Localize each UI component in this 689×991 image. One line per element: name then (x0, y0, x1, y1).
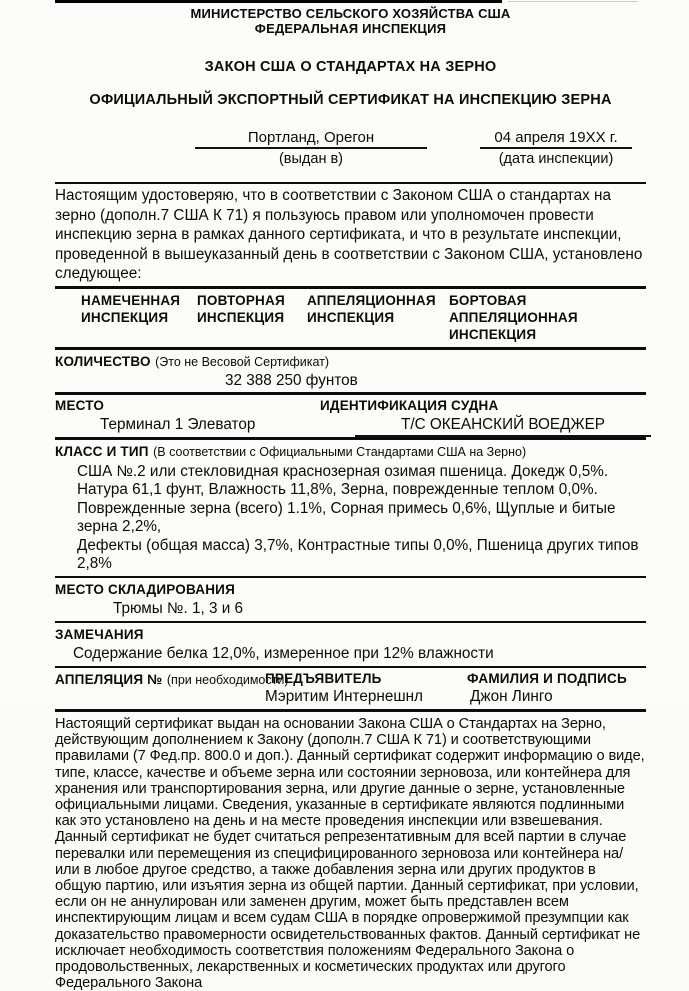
appeal-number-field (55, 671, 289, 689)
applicant-value: Мэритим Интернешнл (265, 687, 423, 705)
inspection-type-label: ИНСПЕКЦИЯ (449, 326, 537, 342)
quantity-note: (Это не Весовой Сертификат) (155, 354, 330, 369)
inspection-type-label: БОРТОВАЯ АППЕЛЯЦИОННАЯ (449, 292, 578, 325)
quantity-value: 32 388 250 фунтов (225, 371, 358, 389)
remarks-value: Содержание белка 12,0%, измеренное при 12% влажности (73, 644, 494, 662)
grade-line: Дефекты (общая масса) 3,7%, Контрастные типы 0,0%, Пшеница других типов 2,8% (77, 536, 639, 572)
issued-at-value: Портланд, Орегон (195, 129, 427, 149)
law-title: ЗАКОН США О СТАНДАРТАХ НА ЗЕРНО (204, 59, 497, 75)
signature-label: ФАМИЛИЯ И ПОДПИСЬ (467, 670, 627, 686)
applicant-label: ПРЕДЪЯВИТЕЛЬ (265, 670, 382, 686)
remarks-label: ЗАМЕЧАНИЯ (55, 626, 144, 642)
divider (55, 182, 646, 184)
inspection-type-label: ИНСПЕКЦИЯ (81, 309, 169, 325)
appeal-header-row (55, 668, 646, 688)
divider (55, 709, 646, 712)
appeal-number-label: АППЕЛЯЦИЯ № (55, 671, 163, 687)
inspection-type-label: НАМЕЧЕННАЯ (81, 292, 181, 308)
inspection-date-field (480, 129, 632, 167)
inspection-date-label: (дата инспекции) (498, 151, 614, 167)
inspection-type-board-appeal (449, 292, 646, 343)
inspection-type-label: АППЕЛЯЦИОННАЯ (307, 292, 436, 308)
inspection-type-reinspection (197, 292, 307, 343)
inspection-date-value: 04 апреля 19XX г. (480, 129, 632, 149)
inspection-type-label: ИНСПЕКЦИЯ (307, 309, 395, 325)
vessel-id-value: Т/С ОКЕАНСКИЙ ВОЕДЖЕР (355, 416, 651, 437)
inspection-type-appeal (307, 292, 449, 343)
agency-division: ФЕДЕРАЛЬНАЯ ИНСПЕКЦИЯ (254, 21, 447, 36)
legal-paragraph: Настоящий сертификат выдан на основании Закона США о Стандартах на Зерно, действующим дополнением к Закону (дополн.7 США К 71) и соответствующими правилами (7 Фед.пр. 800.0 и доп.). Данный сертификат содержит информацию о виде, типе, классе, качестве и объеме зерна или состоянии зерновоза, или контейнера для хранения или транспортирования зерна, или другие данные о зерне, установленные официальными лицами. Сведения, указанные в сертификате являются подлинными как это установлено на день и на месте проведения инспекции или взвешевания. Данный сертификат не будет считаться репрезентативным для всей партии в случае перевалки или перемещения из специфицированного зерновоза или контейнера на/ или в любое другое средство, а также добавления зерна или других продуктов в общую партию, или изъятия зерна из общей партии. Данный сертификат, при условии, если он не аннулирован или заменен другим, может быть представлен всем инспектирующим лицам и всем судам США в порядке опровержимой презумпции как доказательство правомерности освидетельствованных фактов. Данный сертификат не исключает необходимость соответствия положениям Федерального Закона о продовольственных, лекарственных и косметических продуктах или другого Федерального Закона (55, 715, 645, 991)
document-title: ОФИЦИАЛЬНЫЙ ЭКСПОРТНЫЙ СЕРТИФИКАТ НА ИНСПЕКЦИЮ ЗЕРНА (89, 92, 612, 108)
grade-line: Натура 61,1 фунт, Влажность 11,8%, Зерна, поврежденные теплом 0,0%. (77, 481, 598, 499)
quantity-label: КОЛИЧЕСТВО (55, 353, 151, 369)
inspection-type-row (55, 289, 646, 347)
inspection-type-original (81, 292, 197, 343)
inspection-type-label: ПОВТОРНАЯ (197, 292, 285, 308)
agency-name: МИНИСТЕРСТВО СЕЛЬСКОГО ХОЗЯЙСТВА США (190, 6, 511, 21)
vessel-id-label: ИДЕНТИФИКАЦИЯ СУДНА (320, 397, 499, 413)
quantity-section-header (55, 350, 646, 371)
certification-paragraph: Настоящим удостоверяю, что в соответствии с Законом США о стандартах на зерно (дополн.7 США К 71) я пользуюсь правом или уполномочен провести инспекцию зерна в рамках данного сертификата, и что в результате инспекции, проведенной в вышеуказанный день в соответствии с Законом США, установлено следующее: (55, 187, 643, 283)
inspection-type-label: ИНСПЕКЦИЯ (197, 309, 285, 325)
location-value: Терминал 1 Элеватор (100, 415, 256, 433)
grade-section-header (55, 440, 646, 461)
location-label: МЕСТО (55, 397, 105, 413)
document-body (55, 0, 646, 991)
storage-section-header (55, 578, 646, 599)
issued-at-field (195, 129, 427, 167)
appeal-number-note: (при необходимости) (166, 672, 289, 687)
grade-note: (В соответствии с Официальными Стандартами США на Зерно) (153, 444, 527, 459)
signature-value: Джон Линго (470, 687, 553, 705)
issue-block (55, 129, 646, 170)
location-vessel-header-row (55, 395, 646, 415)
grade-details (77, 463, 646, 573)
grade-line: Поврежденные зерна (всего) 1.1%, Сорная примесь 0,6%, Щуплые и битые зерна 2,2%, (77, 499, 616, 536)
issued-at-label: (выдан в) (278, 151, 344, 167)
storage-value: Трюмы №. 1, 3 и 6 (113, 600, 244, 618)
location-vessel-value-row (55, 415, 646, 437)
grade-label: КЛАСС И ТИП (55, 443, 149, 459)
appeal-value-row (55, 688, 646, 709)
grade-line: США №.2 или стекловидная краснозерная озимая пшеница. Докедж 0,5%. (77, 462, 609, 480)
remarks-section-header (55, 623, 646, 644)
storage-label: МЕСТО СКЛАДИРОВАНИЯ (55, 582, 235, 598)
